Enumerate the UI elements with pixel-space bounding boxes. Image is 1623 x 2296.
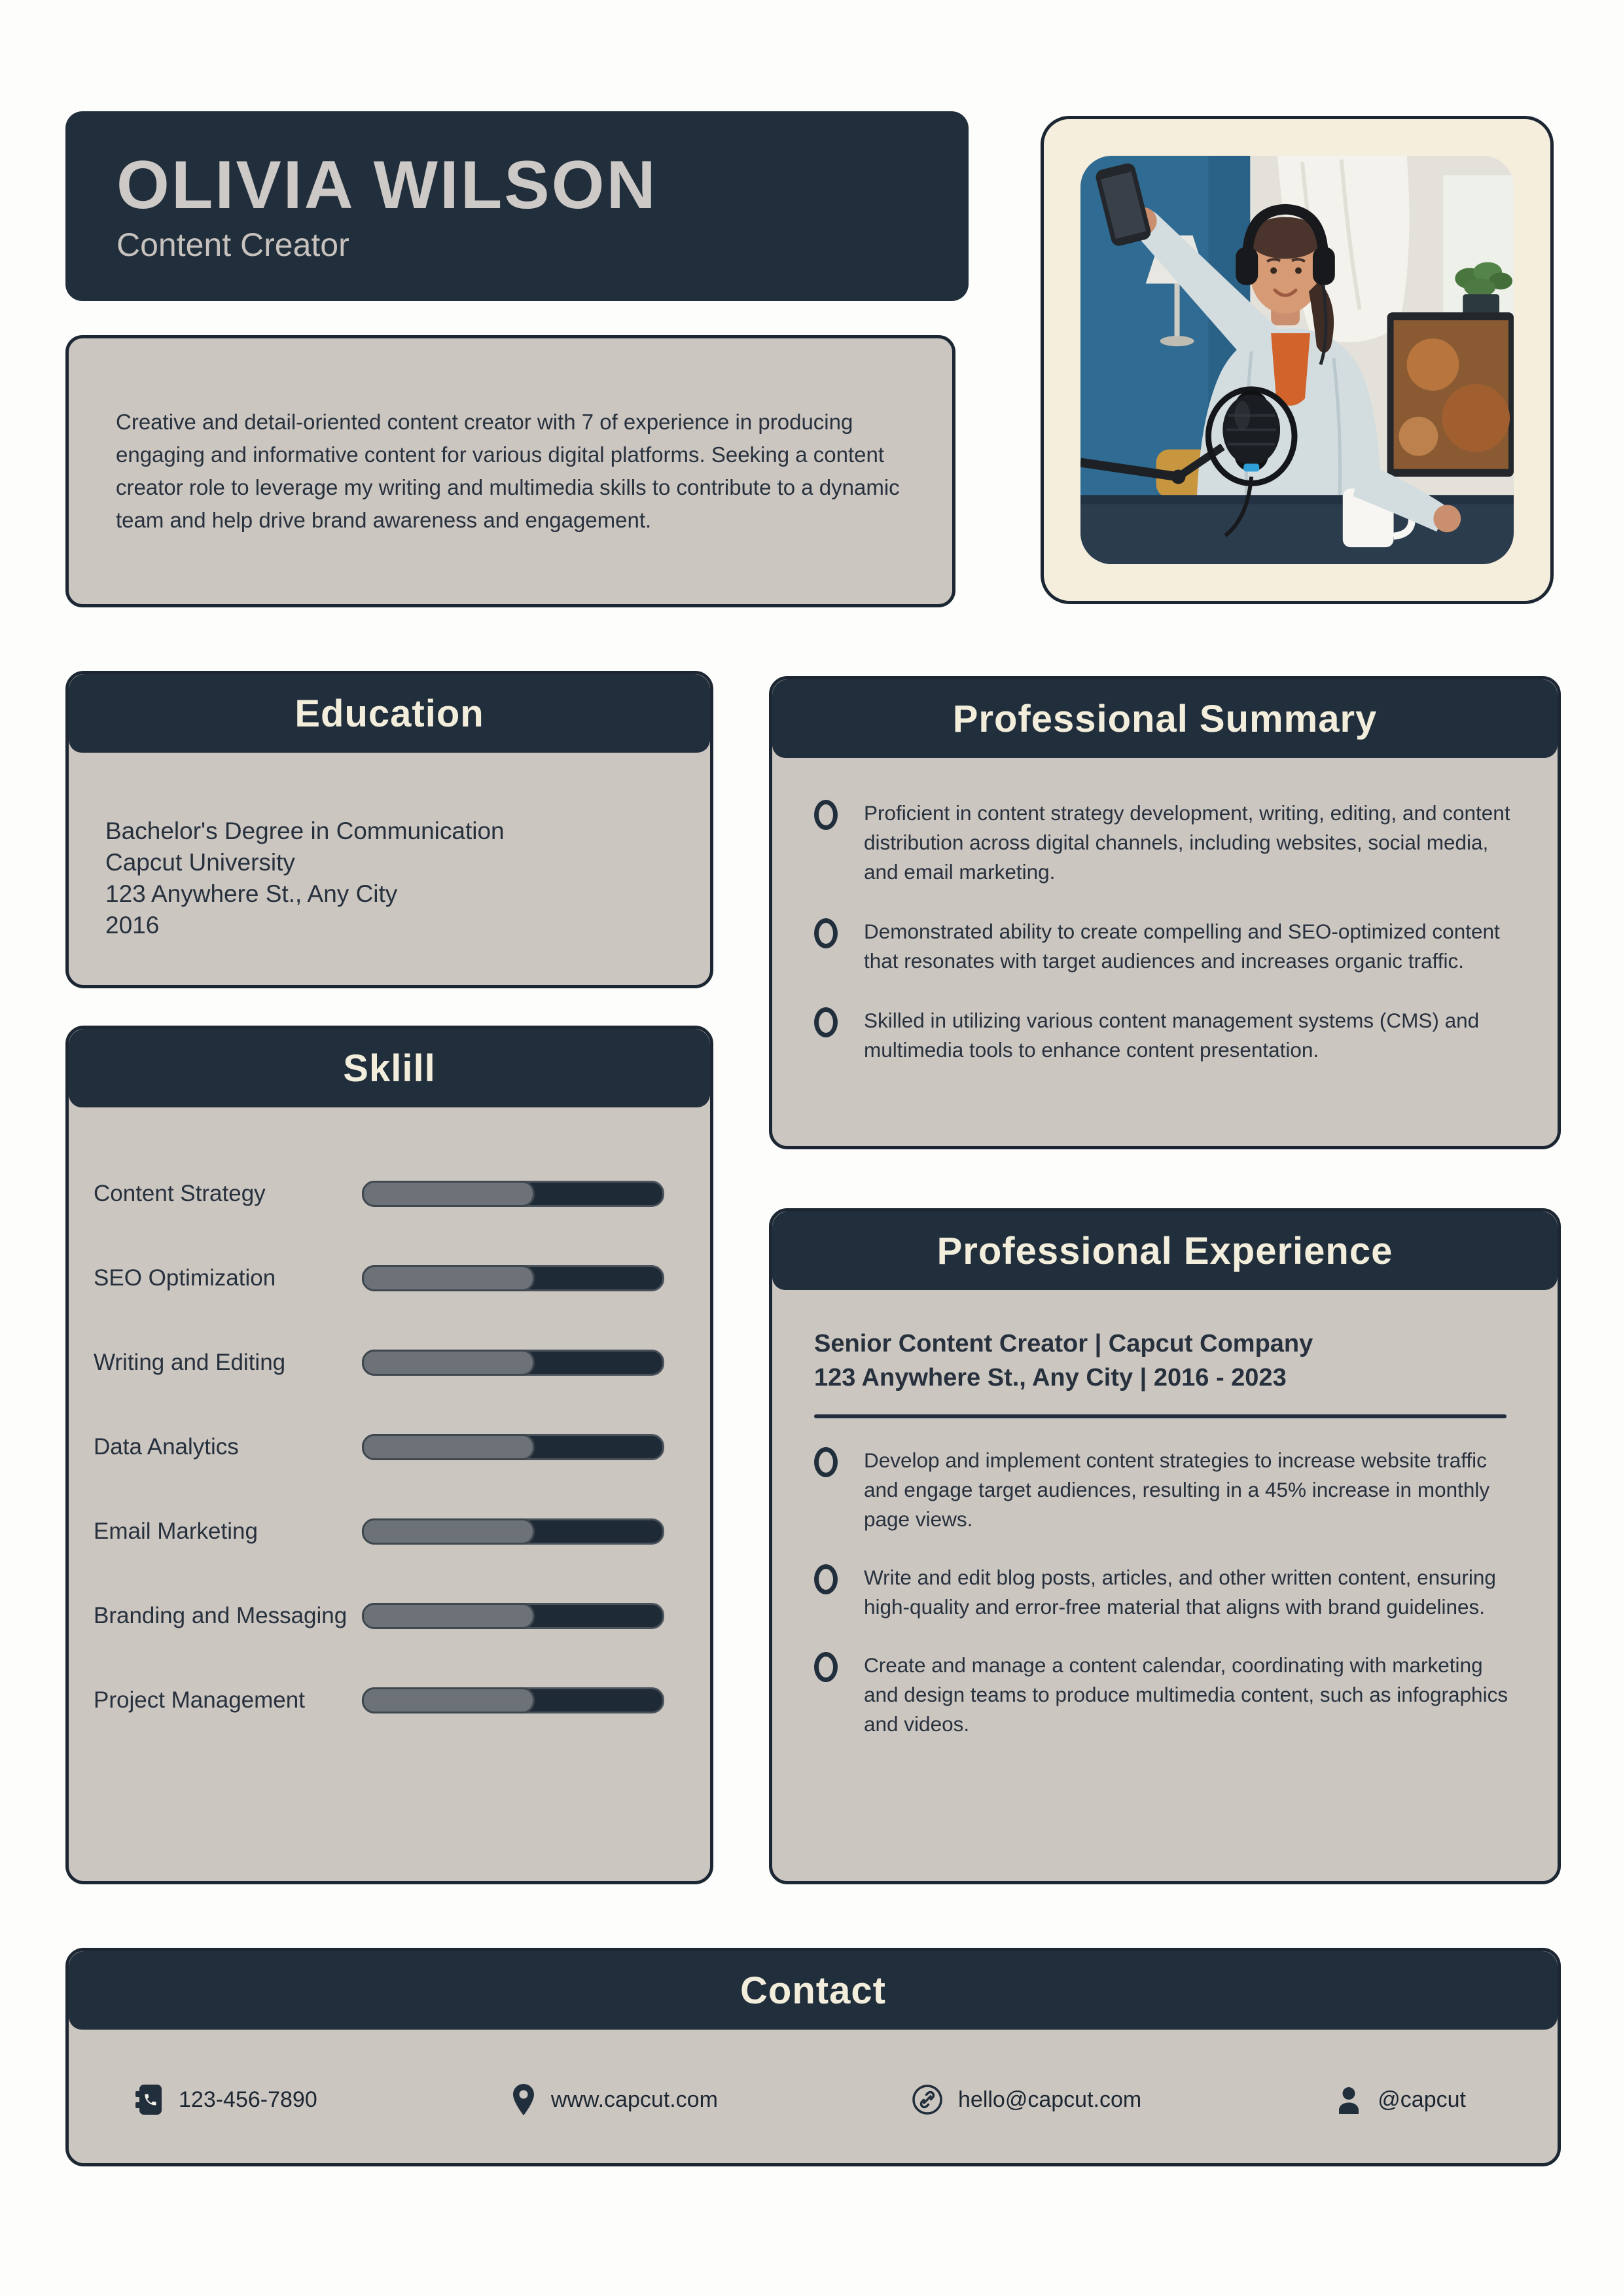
skill-bar (362, 1181, 664, 1207)
bullet-text: Demonstrated ability to create compelling and SEO-optimized content that resonates with target audiences and increases organic traffic. (864, 920, 1500, 973)
contact-item-email (911, 2083, 1141, 2116)
skill-bar (362, 1434, 664, 1460)
page-title: OLIVIA WILSON (116, 147, 658, 223)
link-icon (911, 2083, 944, 2116)
experience-list (814, 1446, 1521, 1739)
professional-summary-card (769, 676, 1561, 1149)
list-item (814, 1651, 1521, 1739)
phone-icon (134, 2083, 164, 2117)
skill-label: Writing and Editing (94, 1350, 286, 1375)
education-card (65, 671, 713, 988)
contact-item-website (510, 2083, 718, 2117)
skill-bar (362, 1603, 664, 1629)
list-item (814, 1563, 1521, 1622)
contact-email-value: hello@capcut.com (958, 2087, 1142, 2112)
divider (814, 1414, 1507, 1418)
skill-bar-fill (362, 1181, 535, 1207)
skill-bar (362, 1687, 664, 1713)
skills-title: Sklill (343, 1047, 436, 1090)
skill-row (94, 1513, 664, 1550)
profile-photo (1080, 156, 1514, 564)
bullet-ring-icon (814, 1447, 838, 1477)
bullet-ring-icon (814, 1007, 838, 1037)
contact-social-value: @capcut (1378, 2087, 1466, 2112)
experience-role: Senior Content Creator | Capcut Company (814, 1330, 1313, 1357)
contact-title: Contact (740, 1969, 886, 2012)
bullet-text: Write and edit blog posts, articles, and other written content, ensuring high-quality and error-free material that aligns with brand guidelines. (864, 1566, 1496, 1619)
experience-title: Professional Experience (936, 1229, 1393, 1272)
education-body (69, 753, 710, 941)
skill-bar-fill (362, 1518, 535, 1545)
photo-monitor (1387, 312, 1514, 476)
skill-bar (362, 1518, 664, 1545)
about-summary-text: Creative and detail-oriented content creator with 7 of experience in producing engaging and informative content for various digital platforms. Seeking a content creator role to leverage my writing and multimedia skills to contribute to a dynamic team and help drive brand awareness and engagement. (116, 409, 900, 533)
contact-header (69, 1951, 1558, 2030)
skill-label: Branding and Messaging (94, 1603, 348, 1628)
contact-list (69, 2030, 1558, 2166)
skill-row (94, 1429, 664, 1465)
skills-card (65, 1026, 713, 1884)
education-school: Capcut University (105, 849, 295, 876)
bullet-ring-icon (814, 918, 838, 948)
bullet-text: Proficient in content strategy development, writing, editing, and content distribution across digital channels, including websites, social media, and email marketing. (864, 801, 1510, 884)
skill-label: SEO Optimization (94, 1265, 276, 1291)
skill-label: Data Analytics (94, 1434, 239, 1460)
header-name-card (65, 111, 969, 301)
contact-phone-value: 123-456-7890 (179, 2087, 317, 2112)
experience-body (772, 1290, 1558, 1739)
professional-summary-list (772, 758, 1558, 1065)
education-year: 2016 (105, 912, 160, 939)
bullet-ring-icon (814, 800, 838, 830)
bullet-text: Develop and implement content strategies to increase website traffic and engage target audiences, resulting in a 45% increase in monthly page views. (864, 1448, 1490, 1531)
profile-photo-illustration (1080, 156, 1514, 564)
list-item (814, 917, 1521, 976)
professional-summary-title: Professional Summary (952, 697, 1378, 740)
skills-header (69, 1029, 710, 1107)
education-degree: Bachelor's Degree in Communication (105, 817, 505, 844)
contact-item-phone (134, 2083, 317, 2117)
skill-bar-fill (362, 1265, 535, 1291)
skills-list (69, 1107, 710, 1719)
bullet-text: Create and manage a content calendar, coordinating with marketing and design teams to produce multimedia content, such as infographics and videos. (864, 1653, 1508, 1736)
education-title: Education (294, 692, 484, 735)
about-summary-card (65, 335, 955, 607)
bullet-ring-icon (814, 1652, 838, 1682)
skill-bar-fill (362, 1603, 535, 1629)
skill-row (94, 1175, 664, 1212)
user-icon (1334, 2083, 1363, 2116)
skill-bar-fill (362, 1687, 535, 1713)
professional-summary-header (772, 679, 1558, 758)
experience-card (769, 1208, 1561, 1884)
bullet-ring-icon (814, 1564, 838, 1594)
skill-bar (362, 1350, 664, 1376)
list-item (814, 1446, 1521, 1534)
profile-photo-frame (1041, 116, 1554, 604)
bullet-text: Skilled in utilizing various content management systems (CMS) and multimedia tools to enhance content presentation. (864, 1009, 1480, 1062)
skill-bar-fill (362, 1350, 535, 1376)
skill-label: Project Management (94, 1687, 305, 1713)
skill-bar-fill (362, 1434, 535, 1460)
contact-item-social (1334, 2083, 1466, 2116)
skill-label: Content Strategy (94, 1181, 266, 1206)
skill-label: Email Marketing (94, 1518, 258, 1544)
list-item (814, 798, 1521, 887)
education-header (69, 674, 710, 753)
education-address: 123 Anywhere St., Any City (105, 880, 398, 907)
experience-header (772, 1211, 1558, 1290)
job-title: Content Creator (116, 226, 349, 263)
skill-row (94, 1260, 664, 1297)
skill-row (94, 1682, 664, 1719)
skill-row (94, 1344, 664, 1381)
skill-row (94, 1598, 664, 1634)
location-icon (510, 2083, 537, 2117)
skill-bar (362, 1265, 664, 1291)
list-item (814, 1006, 1521, 1065)
experience-meta: 123 Anywhere St., Any City | 2016 - 2023 (814, 1364, 1287, 1391)
contact-website-value: www.capcut.com (550, 2087, 718, 2112)
contact-card (65, 1948, 1561, 2166)
